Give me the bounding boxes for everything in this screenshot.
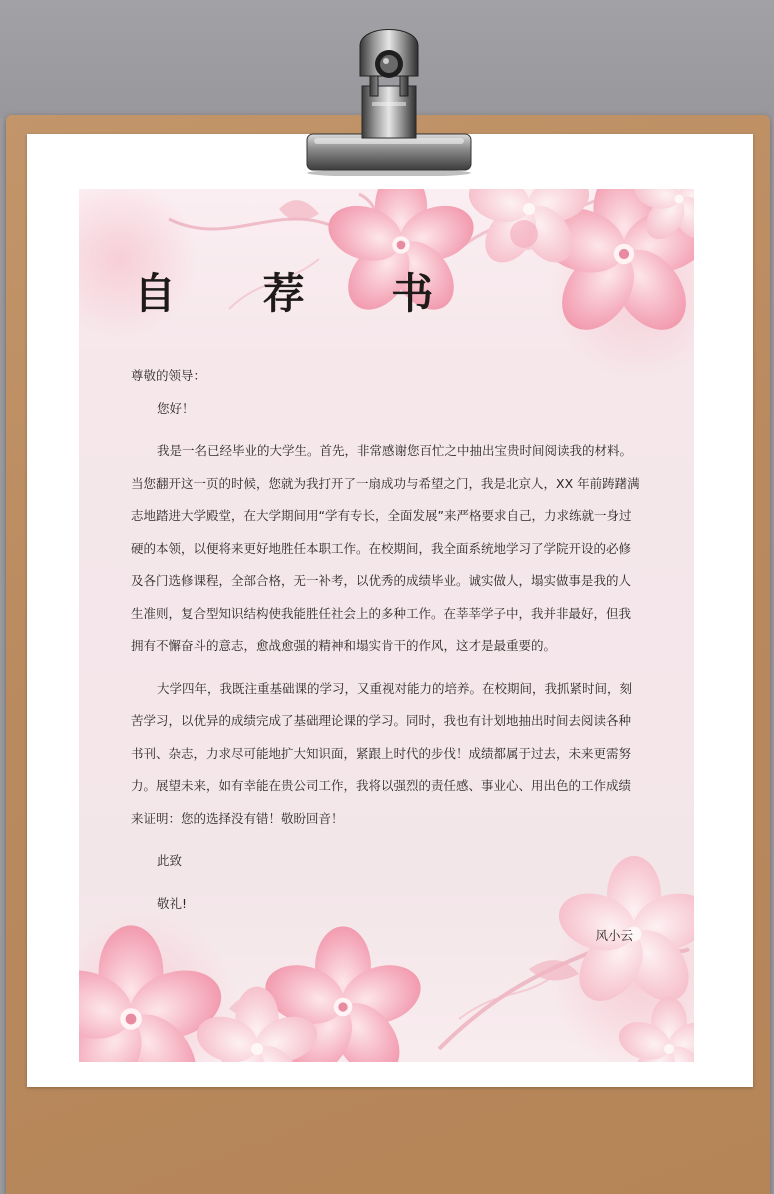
greeting: 您好！	[157, 400, 195, 416]
regards: 敬礼!	[157, 895, 188, 911]
letter-title: 自 荐 书	[134, 269, 470, 318]
letter-stationery	[79, 189, 694, 1062]
paragraph-1: 我是一名已经毕业的大学生。首先，非常感谢您百忙之中抽出宝贵时间阅读我的材料。当您翻开这一页的时候，您就为我打开了一扇成功与希望之门，我是北京人，XX 年前踌躇满志地踏进大学殿堂，在大学期间用“学有专长，全面发展”来严格要求自己，力求练就一身过硬的本领，以便将来更好地胜任本职工作。在校期间，我全面系统地学习了学院开设的必修及各门选修课程，全部合格，无一补考，以优秀的成绩毕业。诚实做人，塌实做事是我的人生准则，复合型知识结构使我能胜任社会上的多种工作。在莘莘学子中，我并非最好，但我拥有不懈奋斗的意志，愈战愈强的精神和塌实肯干的作风，这才是最重要的。	[131, 443, 640, 653]
salutation: 尊敬的领导：	[131, 368, 207, 383]
paragraph-2: 大学四年，我既注重基础课的学习，又重视对能力的培养。在校期间，我抓紧时间，刻苦学习，以优异的成绩完成了基础理论课的学习。同时，我也有计划地抽出时间去阅读各种书刊、杂志，力求尽可能地扩大知识面，紧跟上时代的步伐！成绩都属于过去，未来更需努力。展望未来，如有幸能在贵公司工作，我将以强烈的责任感、事业心、用出色的工作成绩来证明：您的选择没有错！敬盼回音！	[131, 680, 633, 826]
binder-clip-icon	[300, 26, 478, 176]
closing: 此致	[157, 853, 183, 868]
letter-body	[131, 360, 643, 953]
signature: 风小云	[595, 928, 633, 943]
